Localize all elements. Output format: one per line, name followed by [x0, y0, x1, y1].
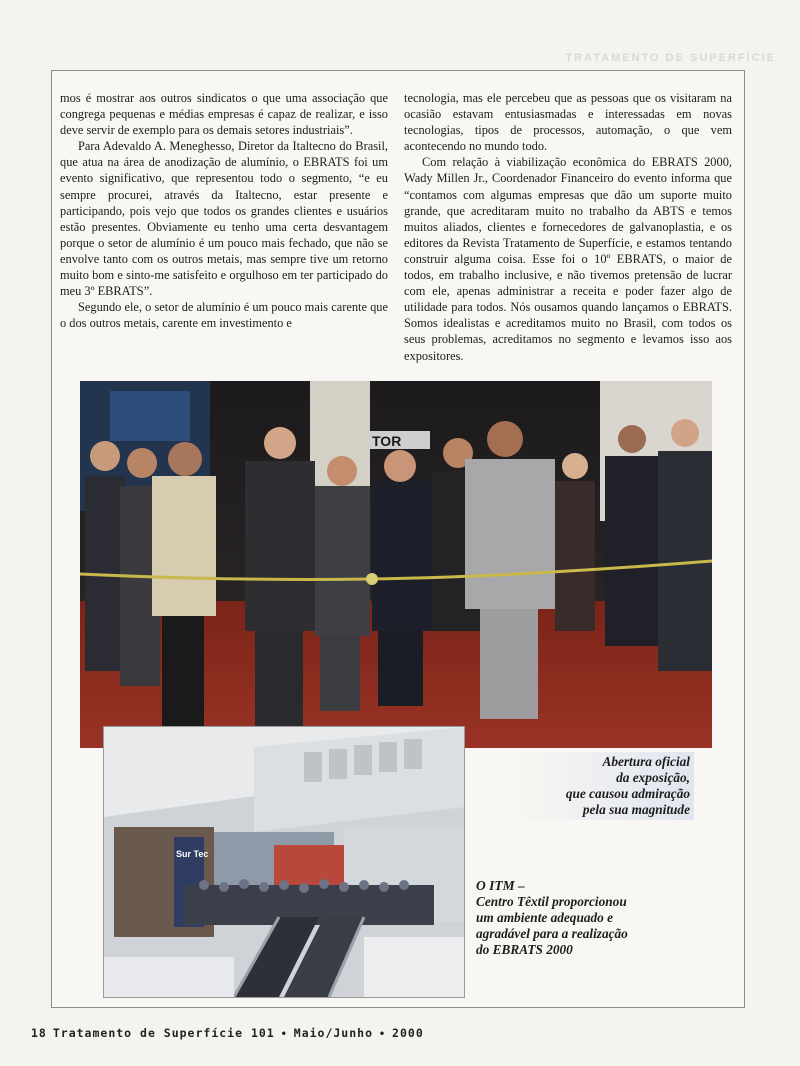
paragraph: Segundo ele, o setor de alumínio é um pouco mais carente que o dos outros metais, carente em investimento e — [60, 300, 388, 331]
caption-line: O ITM – — [476, 878, 525, 893]
magazine-title: Tratamento de Superfície 101 — [52, 1026, 275, 1040]
paragraph: Para Adevaldo A. Meneghesso, Diretor da Italtecno do Brasil, que atua na área de anodização de alumínio, o EBRATS foi um evento significativo, que representou todo o segmento, “e eu sempre procurei, através da Italtecno, estar presente e participando, pois vejo que todos os grandes clientes e usuários estão presentes. Obviamente eu tenho uma certa desvantagem porque o setor de alumínio é um pouco mais fechado, que não se envolve tanto com os outros metais, mas sempre tive um retorno muito bom e sinto-me satisfeito e orgulhoso em ter participado do meu 3º EBRATS”. — [60, 139, 388, 299]
caption-line: um ambiente adequado e — [476, 910, 614, 925]
caption-line: Centro Têxtil proporcionou — [476, 894, 627, 909]
paragraph: mos é mostrar aos outros sindicatos o que uma associação que congrega pequenas e médias empresas é capaz de realizar, e isso deve servir de exemplo para os demais setores industriais”. — [60, 91, 388, 138]
caption-itm — [476, 878, 676, 958]
booth-sign-text: TOR — [372, 433, 402, 449]
caption-line: Abertura oficial — [602, 754, 690, 769]
issue-months: Maio/Junho — [293, 1026, 374, 1040]
booth-sign-text: Sur Tec — [176, 849, 209, 859]
page-footer — [31, 1026, 424, 1040]
bullet-separator: • — [379, 1029, 387, 1040]
caption-line: da exposição, — [616, 770, 690, 785]
caption-opening — [508, 752, 694, 820]
article-body — [60, 90, 732, 372]
paragraph: tecnologia, mas ele percebeu que as pessoas que os visitaram na ocasião estavam entusiasmadas e interessadas em novas tecnologias, tipos de processos, automação, o que vem acontecendo no mundo todo. — [404, 91, 732, 154]
exhibition-hall-illustration — [104, 727, 464, 997]
exhibition-hall-photo — [104, 727, 464, 997]
caption-line: agradável para a realização — [476, 926, 628, 941]
ribbon-cutting-illustration — [80, 381, 712, 748]
caption-line: que causou admiração — [565, 786, 690, 801]
text-column-right — [404, 90, 732, 372]
issue-year: 2000 — [392, 1026, 424, 1040]
page-number: 18 — [31, 1026, 47, 1040]
faded-running-header: TRATAMENTO DE SUPERFÍCIE — [565, 52, 776, 64]
caption-line: pela sua magnitude — [582, 802, 690, 817]
caption-line: do EBRATS 2000 — [476, 942, 573, 957]
paragraph: Com relação à viabilização econômica do EBRATS 2000, Wady Millen Jr., Coordenador Financeiro do evento informa que “contamos com algumas empresas que dão um suporte muito grande, que acreditaram muito no trabalho da ABTS e temos muitos aliados, clientes e fornecedores de galvanoplastia, e os editores da Revista Tratamento de Superfície, e estamos tentando construir alguma coisa. Esse foi o 10º EBRATS, o maior de todos, em trabalho inclusive, e não tivemos pretensão de lucrar com ele, apenas administrar a receita e poder fazer algo de utilidade para todos. Nós ousamos quando lançamos o EBRATS. Somos idealistas e acreditamos muito no Brasil, com todos os seus problemas, acreditamos no segmento e levamos isso aos expositores. — [404, 155, 732, 363]
bullet-separator: • — [280, 1029, 288, 1040]
text-column-left — [60, 90, 388, 372]
ribbon-cutting-photo — [80, 381, 712, 748]
